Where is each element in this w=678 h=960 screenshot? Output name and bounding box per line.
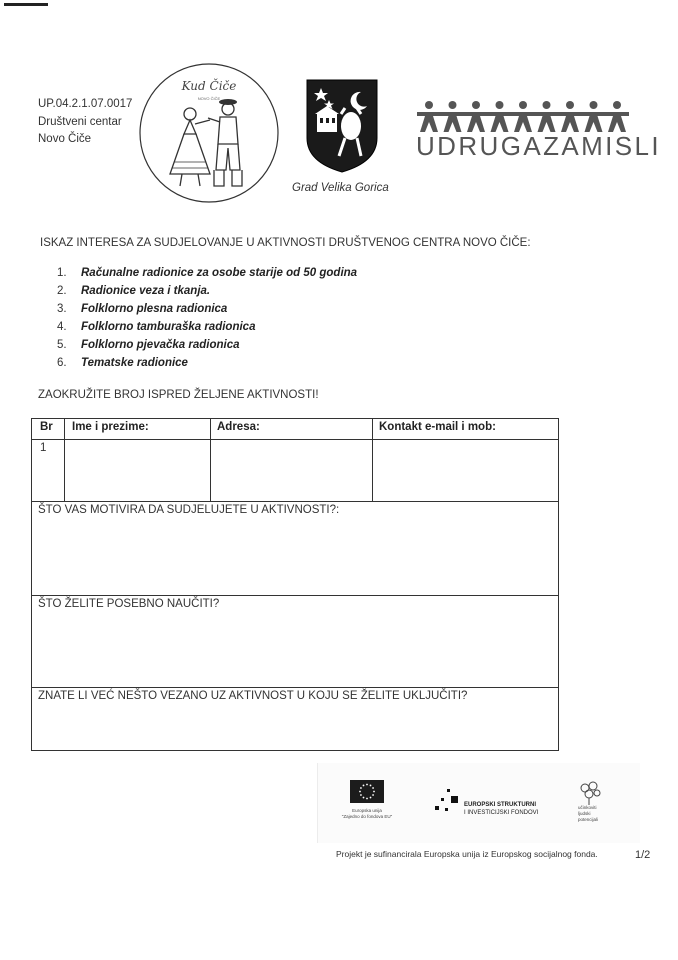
eu-star-icon	[370, 785, 372, 787]
learning-answer-area[interactable]	[32, 613, 558, 687]
divider	[32, 501, 558, 502]
question-motivation: ŠTO VAS MOTIVIRA DA SUDJELUJETE U AKTIVNOSTI?:	[38, 504, 340, 516]
column-header-name: Ime i prezime:	[72, 421, 149, 433]
people-label: učinkoviti ljudski potencijali	[578, 805, 599, 822]
person-figure-icon	[441, 101, 465, 132]
center-name: Društveni centar	[38, 115, 122, 128]
project-code-block	[38, 96, 132, 149]
esif-label: EUROPSKI STRUKTURNI I INVESTICIJSKI FONDOVI	[464, 802, 539, 816]
eu-star-icon	[370, 797, 372, 799]
divider	[32, 687, 558, 688]
document-heading: ISKAZ INTERESA ZA SUDJELOVANJE U AKTIVNOSTI DRUŠTVENOG CENTRA NOVO ČIČE:	[40, 237, 531, 249]
activity-list	[57, 264, 357, 372]
scan-mark	[4, 3, 48, 6]
udruga-zamisli-name: UDRUGAZAMISLI	[416, 131, 662, 161]
city-name: Grad Velika Gorica	[292, 182, 389, 194]
column-header-contact: Kontakt e-mail i mob:	[379, 421, 496, 433]
prior-knowledge-answer-area[interactable]	[32, 705, 558, 750]
list-item: 1. Računalne radionice za osobe starije od 50 godina	[57, 267, 358, 279]
eu-star-icon	[366, 798, 368, 800]
person-figure-icon	[558, 101, 582, 132]
eu-star-icon	[360, 787, 362, 789]
esif-star-icon	[433, 786, 461, 816]
udruga-zamisli-figures-logo	[417, 100, 629, 134]
eu-flag-icon	[350, 780, 384, 803]
instruction-text: ZAOKRUŽITE BROJ ISPRED ŽELJENE AKTIVNOSTI!	[38, 389, 319, 401]
question-learning: ŠTO ŽELITE POSEBNO NAUČITI?	[38, 598, 220, 610]
kud-logo-title: Kud Čiče	[181, 79, 237, 93]
list-item: 4. Folklorno tamburaška radionica	[57, 321, 256, 333]
person-figure-icon	[605, 101, 629, 132]
grad-velika-gorica-coat-of-arms	[305, 78, 379, 174]
motivation-answer-area[interactable]	[32, 519, 558, 595]
eu-star-icon	[373, 791, 375, 793]
people-flower-icon	[573, 780, 607, 806]
eu-star-icon	[363, 785, 365, 787]
person-figure-icon	[488, 101, 512, 132]
eu-star-icon	[366, 784, 368, 786]
column-header-br: Br	[40, 421, 53, 433]
eu-caption: Europska unija "Zajedno do fondova EU"	[341, 808, 393, 819]
funding-footnote: Projekt je sufinancirala Europska unija iz Europskog socijalnog fonda.	[336, 849, 598, 859]
person-figure-icon	[535, 101, 559, 132]
kud-logo-subtitle: NOVO ČIČE	[197, 96, 221, 101]
eu-star-icon	[363, 797, 365, 799]
person-figure-icon	[511, 101, 535, 132]
kud-logo	[138, 62, 280, 204]
row-number: 1	[40, 442, 47, 454]
eu-star-icon	[359, 791, 361, 793]
column-header-address: Adresa:	[217, 421, 260, 433]
eu-star-icon	[372, 794, 374, 796]
project-code: UP.04.2.1.07.0017	[38, 98, 133, 110]
person-figure-icon	[464, 101, 488, 132]
name-field[interactable]	[65, 440, 210, 501]
eu-star-icon	[360, 794, 362, 796]
eu-star-icon	[372, 787, 374, 789]
page-number: 1/2	[635, 849, 651, 861]
list-item: 3. Folklorno plesna radionica	[57, 303, 228, 315]
question-prior-knowledge: ZNATE LI VEĆ NEŠTO VEZANO UZ AKTIVNOST U KOJU SE ŽELITE UKLJUČITI?	[38, 690, 468, 702]
list-item: 5. Folklorno pjevačka radionica	[57, 339, 240, 351]
divider	[32, 595, 558, 596]
contact-field[interactable]	[373, 440, 558, 501]
center-location: Novo Čiče	[38, 133, 92, 145]
address-field[interactable]	[211, 440, 372, 501]
list-item: 6. Tematske radionice	[57, 357, 188, 369]
person-figure-icon	[582, 101, 606, 132]
interest-form-table	[31, 418, 559, 751]
person-figure-icon	[417, 101, 441, 132]
list-item: 2. Radionice veza i tkanja.	[57, 285, 211, 297]
